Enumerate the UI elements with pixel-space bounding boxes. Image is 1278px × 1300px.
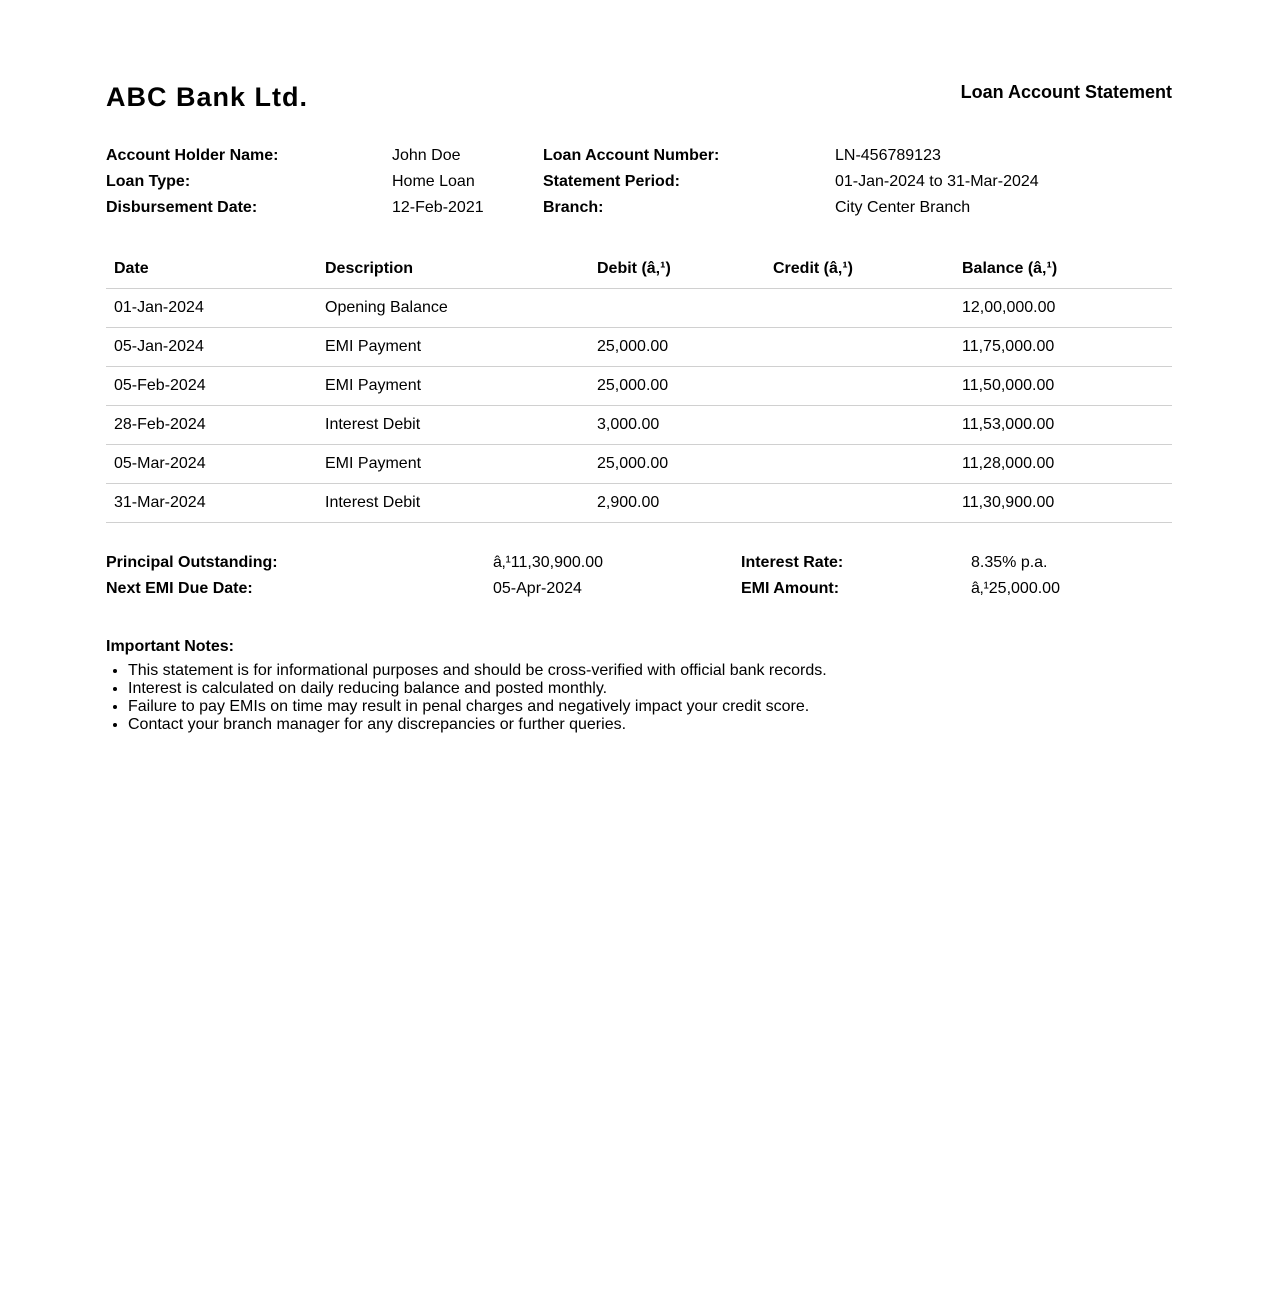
row-date: 31-Mar-2024: [106, 484, 317, 523]
row-debit: [589, 289, 765, 328]
branch-value: City Center Branch: [835, 199, 971, 216]
header-balance: Balance (â‚¹): [954, 250, 1172, 289]
branch-label: Branch:: [543, 199, 604, 216]
loan-summary: [106, 552, 1172, 604]
disbursement-date-value: 12-Feb-2021: [392, 199, 484, 216]
emi-amount-value: â‚¹25,000.00: [971, 580, 1060, 597]
list-item: • Failure to pay EMIs on time may result in penal charges and negatively impact your credit score.: [128, 698, 1172, 716]
row-description: EMI Payment: [317, 445, 589, 484]
row-credit: [765, 445, 954, 484]
emi-amount-label: EMI Amount:: [741, 580, 840, 597]
statement-page: [106, 0, 1172, 733]
table-row: [106, 445, 1172, 484]
loan-type-label: Loan Type:: [106, 173, 191, 190]
table-row: [106, 367, 1172, 406]
row-credit: [765, 367, 954, 406]
list-item: • Interest is calculated on daily reducing balance and posted monthly.: [128, 680, 1172, 698]
table-row: [106, 289, 1172, 328]
statement-period-label: Statement Period:: [543, 173, 680, 190]
row-date: 28-Feb-2024: [106, 406, 317, 445]
principal-label: Principal Outstanding:: [106, 554, 278, 571]
row-debit: 2,900.00: [589, 484, 765, 523]
header-description: Description: [317, 250, 589, 289]
row-credit: [765, 406, 954, 445]
principal-value: â‚¹11,30,900.00: [493, 554, 604, 571]
loan-type-value: Home Loan: [392, 173, 475, 190]
row-description: Opening Balance: [317, 289, 589, 328]
disbursement-date-label: Disbursement Date:: [106, 199, 258, 216]
interest-rate-value: 8.35% p.a.: [971, 554, 1048, 571]
notes-title: Important Notes:: [106, 638, 234, 655]
bank-name: ABC Bank Ltd.: [106, 82, 308, 112]
loan-number-value: LN-456789123: [835, 147, 941, 164]
row-balance: 11,53,000.00: [954, 406, 1172, 445]
row-description: EMI Payment: [317, 328, 589, 367]
statement-period-value: 01-Jan-2024 to 31-Mar-2024: [835, 173, 1039, 190]
document-title: Loan Account Statement: [960, 82, 1172, 102]
info-row: [106, 145, 1172, 171]
row-debit: 25,000.00: [589, 367, 765, 406]
holder-name-label: Account Holder Name:: [106, 147, 279, 164]
summary-row: [106, 578, 1172, 604]
row-balance: 11,75,000.00: [954, 328, 1172, 367]
next-emi-label: Next EMI Due Date:: [106, 580, 253, 597]
table-row: [106, 328, 1172, 367]
row-balance: 11,50,000.00: [954, 367, 1172, 406]
summary-row: [106, 552, 1172, 578]
row-description: Interest Debit: [317, 484, 589, 523]
table-header-row: [106, 250, 1172, 289]
holder-name-value: John Doe: [392, 147, 461, 164]
list-item: • This statement is for informational purposes and should be cross-verified with official bank records.: [128, 662, 1172, 680]
info-row: [106, 171, 1172, 197]
row-date: 05-Mar-2024: [106, 445, 317, 484]
row-debit: 3,000.00: [589, 406, 765, 445]
row-date: 05-Feb-2024: [106, 367, 317, 406]
transactions-table: [106, 250, 1172, 523]
row-debit: 25,000.00: [589, 445, 765, 484]
row-date: 01-Jan-2024: [106, 289, 317, 328]
table-row: [106, 484, 1172, 523]
row-credit: [765, 328, 954, 367]
important-notes: [106, 636, 1172, 734]
next-emi-value: 05-Apr-2024: [493, 580, 582, 597]
header-credit: Credit (â‚¹): [765, 250, 954, 289]
row-credit: [765, 289, 954, 328]
row-debit: 25,000.00: [589, 328, 765, 367]
row-balance: 12,00,000.00: [954, 289, 1172, 328]
header-date: Date: [106, 250, 317, 289]
table-row: [106, 406, 1172, 445]
header-debit: Debit (â‚¹): [589, 250, 765, 289]
row-credit: [765, 484, 954, 523]
row-balance: 11,28,000.00: [954, 445, 1172, 484]
row-description: EMI Payment: [317, 367, 589, 406]
list-item: • Contact your branch manager for any discrepancies or further queries.: [128, 716, 1172, 734]
notes-list: [106, 662, 1172, 734]
statement-header: [106, 0, 1172, 130]
info-row: [106, 197, 1172, 223]
account-info: [106, 145, 1172, 223]
interest-rate-label: Interest Rate:: [741, 554, 844, 571]
loan-number-label: Loan Account Number:: [543, 147, 720, 164]
row-balance: 11,30,900.00: [954, 484, 1172, 523]
row-description: Interest Debit: [317, 406, 589, 445]
row-date: 05-Jan-2024: [106, 328, 317, 367]
